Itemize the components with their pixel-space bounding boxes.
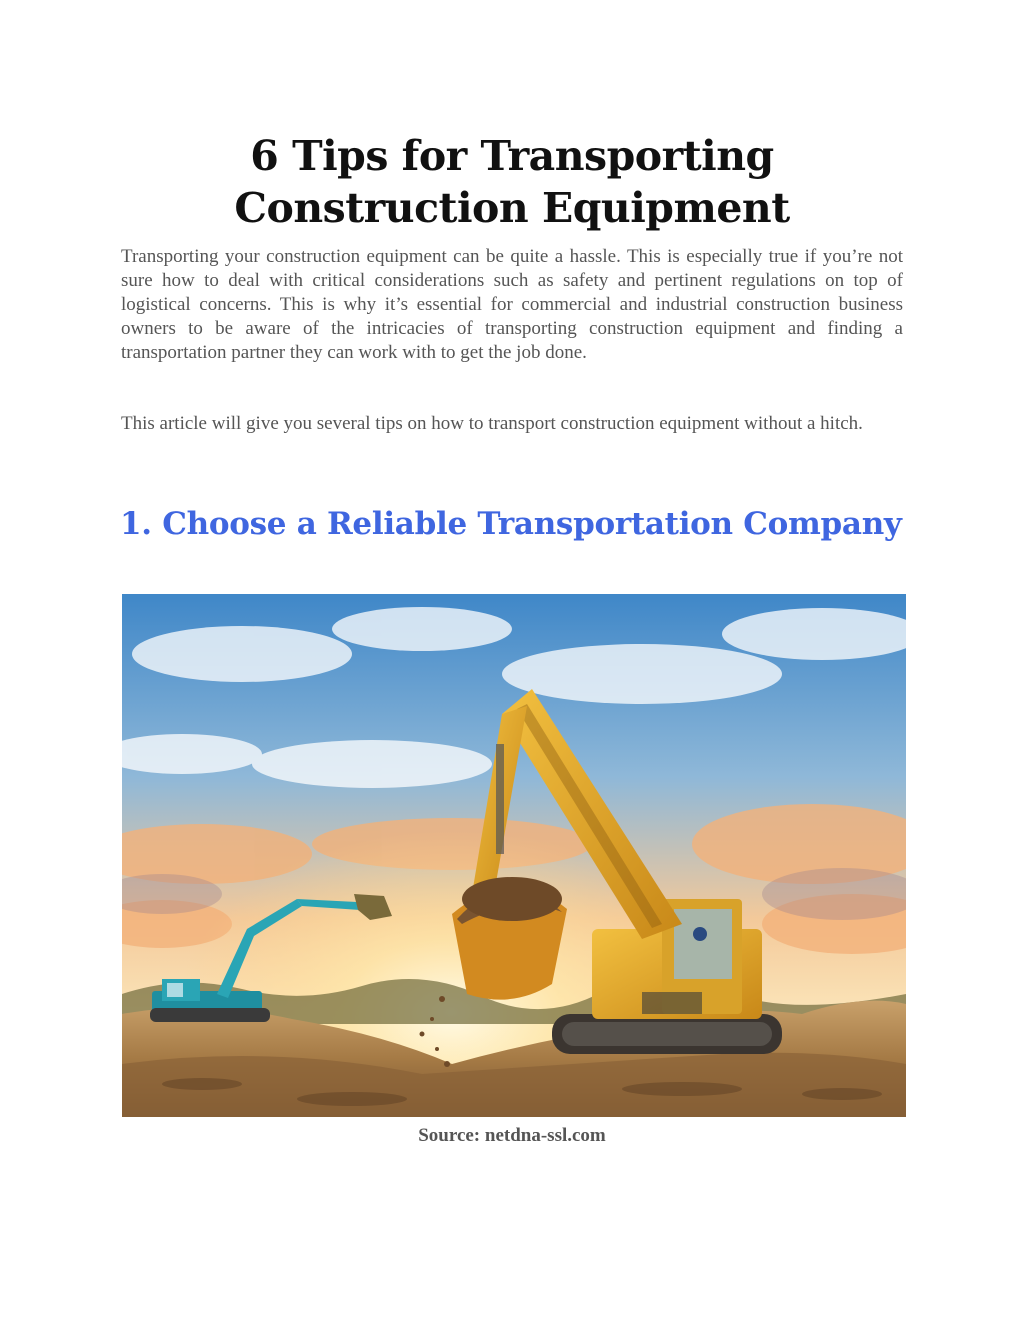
title-line-2: Construction Equipment (234, 184, 790, 232)
title-line-1: 6 Tips for Transporting (250, 132, 774, 180)
section-heading: 1. Choose a Reliable Transportation Company (120, 506, 902, 542)
excavator-photo (122, 594, 906, 1117)
image-caption: Source: netdna-ssl.com (418, 1125, 606, 1146)
second-paragraph: This article will give you several tips on how to transport construction equipment without a hitch. (121, 413, 863, 434)
page-title (120, 130, 904, 234)
intro-paragraph: Transporting your construction equipment can be quite a hassle. This is especially true if you’re not sure how to deal with critical considerations such as safety and pertinent regulations on top of logistical concerns. This is why it’s essential for commercial and industrial construction business owners to be aware of the intricacies of transporting construction equipment and finding a transportation partner they can work with to get the job done. (121, 246, 903, 363)
